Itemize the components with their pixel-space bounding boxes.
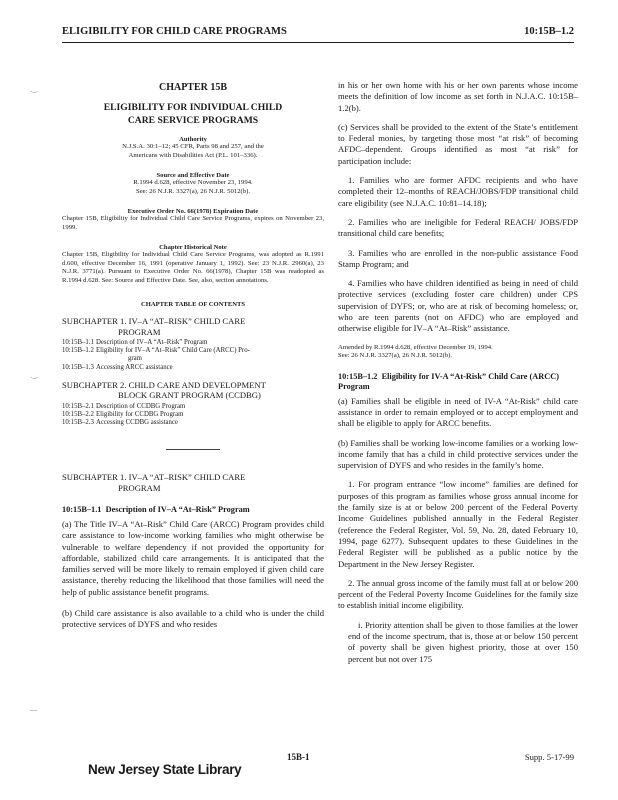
section-divider: [166, 449, 220, 450]
toc-list-1: [62, 339, 324, 372]
amendment-note: Amended by R.1994 d.628, effective December 19, 1994. See: 26 N.J.R. 3327(a), 26 N.J.R. 5012(b).: [338, 343, 493, 360]
right-column: [338, 80, 578, 665]
toc-entry: gram: [128, 355, 142, 363]
toc-entry: 10:15B–1.3 Accessing ARCC assistance: [62, 363, 173, 371]
list-item: 2. Families who are ineligible for Federal REACH/ JOBS/FDP transitional child care benefits;: [338, 216, 578, 239]
paragraph-b: (b) Child care assistance is also available to a child who is under the child protective services of DYFS and who resides: [62, 608, 324, 630]
toc-entry: 10:15B–1.2 Eligibility for IV–A “At–Risk” Child Care (ARCC) Pro-: [62, 347, 250, 355]
supplement-date: Supp. 5-17-99: [524, 752, 574, 762]
list-item: 3. Families who are enrolled in the non-public assistance Food Stamp Program; and: [338, 247, 578, 269]
list-item: 1. Families who are former AFDC recipients and who have completed their 12–months of REACH/JOBS/FDP transitional child care eligibility (see N.J.A.C. 10:81–14.18);: [338, 175, 578, 208]
toc-entry: 10:15B–1.1 Description of IV–A “At–Risk” Program: [62, 339, 208, 346]
executive-order-heading: Executive Order No. 66(1978) Expiration Date: [127, 208, 259, 215]
list-item: 1. For program entrance “low income” families are defined for purposes of this program as families whose gross annual income for the family size is at or below 200 percent of the Federal Poverty Income Guidelines published annually in the Federal Register (reference the Federal Register, Vol. 59, No. 28, dated February 10, 1994, page 6277). Subsequent updates to these Guidelines in the Federal Register will be published as a public notice by the Department in the New Jersey Register.: [338, 479, 578, 569]
chapter-title: ELIGIBILITY FOR INDIVIDUAL CHILD CARE SERVICE PROGRAMS: [103, 102, 283, 126]
toc-entry: 10:15B–2.3 Accessing CCDBG assistance: [62, 419, 178, 427]
toc-heading: CHAPTER TABLE OF CONTENTS: [140, 301, 246, 308]
toc-subchapter-2: SUBCHAPTER 2. CHILD CARE AND DEVELOPMENT BLOCK GRANT PROGRAM (CCDBG): [62, 379, 266, 401]
margin-mark: ·–·: [30, 374, 39, 382]
paragraph-b: (b) Families shall be working low-income families or a working low-income family that has a child in child protective services under the supervision of DYFS and who resides in the family’s home.: [338, 437, 578, 471]
toc-entry: 10:15B–2.2 Eligibility for CCDBG Program: [62, 411, 184, 419]
sub-list-item: i. Priority attention shall be given to those families at the lower end of the income spectrum, that is, those at or below 150 percent of poverty shall be given highest priority, those at over 150 percent but not over 175: [348, 619, 578, 664]
toc-entry: 10:15B–2.1 Description of CCDBG Program: [62, 402, 186, 410]
left-column: [62, 58, 324, 631]
paragraph-a: (a) Families shall be eligible in need of IV-A “At-Risk” child care assistance in order to remain employed or to accept employment and shall be eligible to apply for ARCC benefits.: [338, 395, 578, 429]
header-title: ELIGIBILITY FOR CHILD CARE PROGRAMS: [62, 26, 287, 37]
section-heading: 10:15B–1.2 Eligibility for IV-A “At-Risk” Child Care (ARCC) Program: [338, 371, 560, 392]
source-text: R.1994 d.628, effective November 23, 1994. See: 26 N.J.R. 3327(a), 26 N.J.R. 5012(b).: [133, 179, 253, 195]
executive-order-text: Chapter 15B, Eligibility for Individual Child Care Service Programs, expires on November 23, 1999.: [62, 215, 324, 231]
subchapter-1-heading: SUBCHAPTER 1. IV–A “AT–RISK” CHILD CARE PROGRAM: [62, 472, 246, 493]
list-item: 2. The annual gross income of the family must fall at or below 200 percent of the Federal Poverty Income Guidelines for the family size to establish initial income eligibility.: [338, 577, 578, 611]
list-item: 4. Families who have children identified as being in need of child protective services (excluding foster care children) under CPS supervision of DYFS; or, who are at risk of becoming homeless; or, who are teen parents (not on AFDC) who are employed and otherwise eligible for IV–A “At–Risk” assistance.: [338, 278, 578, 334]
toc-subchapter-1: SUBCHAPTER 1. IV–A “AT–RISK” CHILD CARE PROGRAM: [62, 316, 246, 337]
authority-text: N.J.S.A. 30:1–12; 45 CFR, Parts 98 and 257, and the Americans with Disabilities Act (P.L. 101–336).: [122, 143, 264, 159]
header-rule: [62, 42, 574, 43]
source-heading: Source and Effective Date: [156, 172, 230, 179]
margin-mark: ––: [30, 706, 37, 714]
chapter-number: CHAPTER 15B: [158, 82, 228, 93]
authority-heading: Authority: [179, 136, 207, 143]
paragraph-continued: in his or her own home with his or her own parents whose income meets the definition of low income as set forth in N.J.A.C. 10:15B–1.2(b).: [338, 80, 578, 113]
margin-mark: ·–·: [30, 88, 39, 96]
paragraph-c: (c) Services shall be provided to the extent of the State’s entitlement to Federal monies, by targeting those most “at risk” of becoming AFDC–dependent. Groups identified as most “at risk” for participation include:: [338, 121, 578, 166]
historical-note-text: Chapter 15B, Eligibility for Individual Child Care Service Programs, was adopted as R.1991 d.600, effective December 16, 1991 (operative January 1, 1992). See: 23 N.J.R. 2960(a), 23 N.J.R. 3771(a). Pursuant to Executive Order No. 66(1978), Chapter 15B was readopted as R.1994 d.628. See: Source and Effective Date. See, also, section annotations.: [62, 251, 324, 284]
section-heading: 10:15B–1.1 Description of IV–A “At–Risk” Program: [62, 505, 250, 515]
library-stamp: New Jersey State Library: [88, 762, 242, 777]
toc-list-2: [62, 403, 324, 428]
page-number: 15B-1: [287, 752, 310, 762]
paragraph-a: (a) The Title IV–A “At–Risk” Child Care (ARCC) Program provides child care assistance to low-income working families who might otherwise be vulnerable to welfare dependency if not provided the opportunity for affordable, stabilized child care arrangements. It is anticipated that the families served will be more likely to remain employed if given child care assistance, thereby reducing the likelihood that those families will need the help of public assistance benefit programs.: [62, 518, 324, 597]
header-section-number: 10:15B–1.2: [524, 26, 574, 37]
historical-note-heading: Chapter Historical Note: [159, 244, 227, 251]
